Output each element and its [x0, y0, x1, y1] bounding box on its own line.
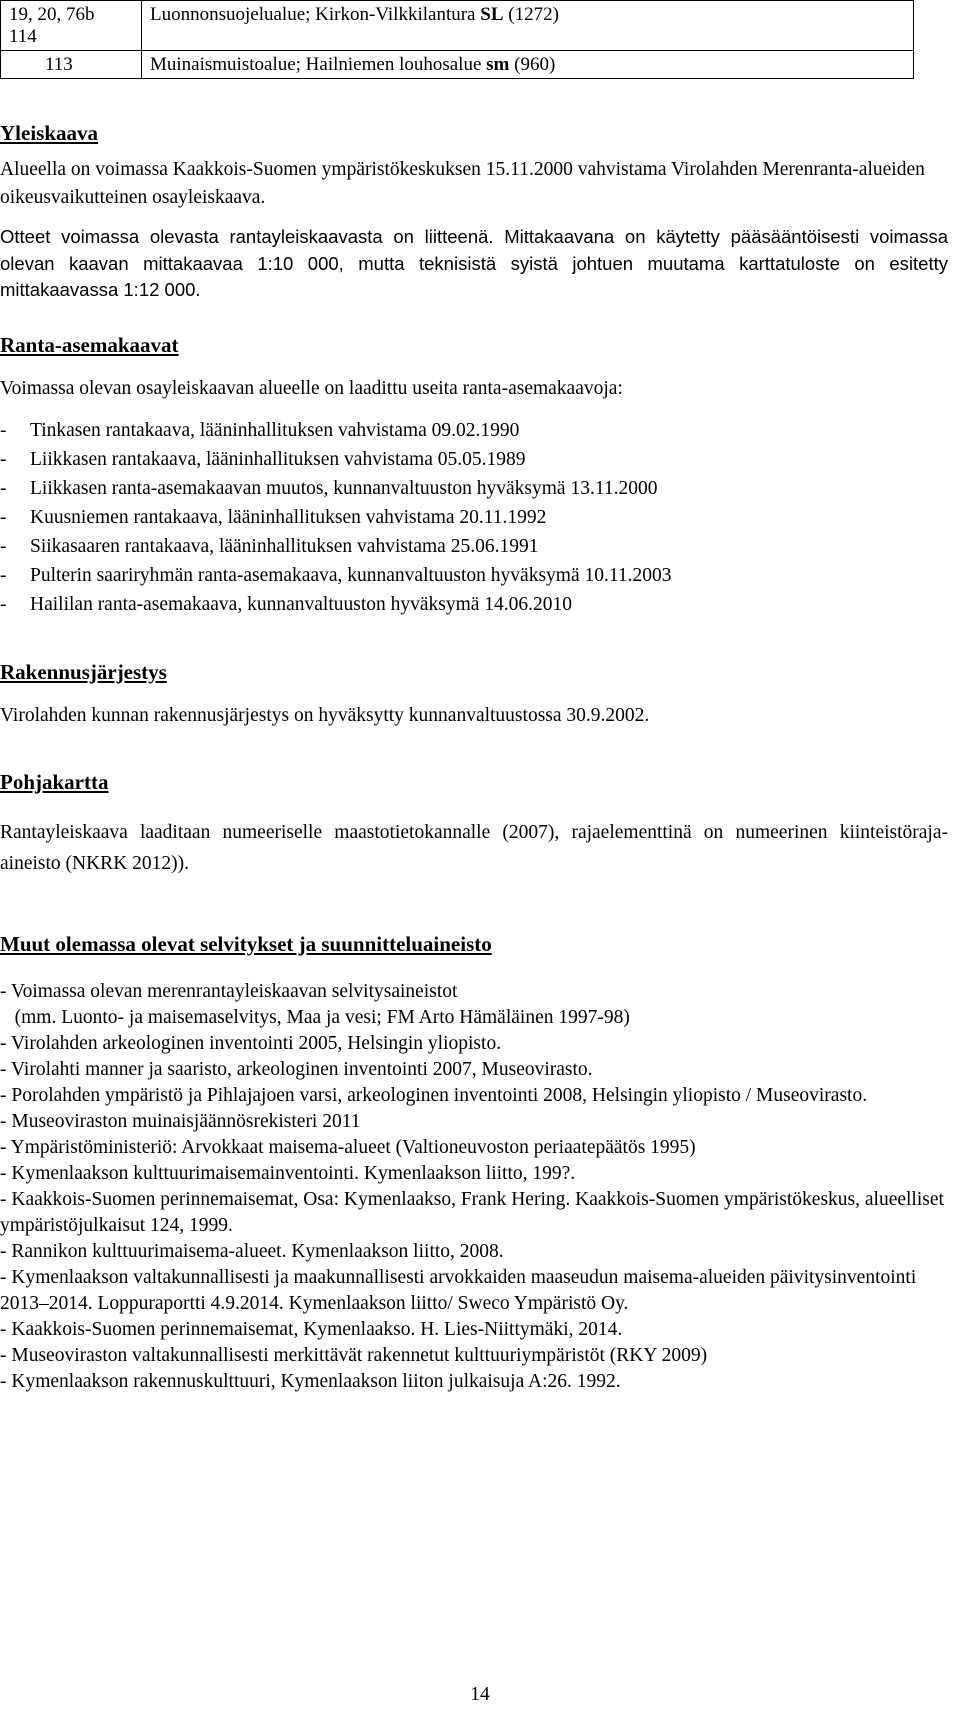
list-item: - Tinkasen rantakaava, lääninhallituksen vahvistama 09.02.1990	[0, 419, 520, 441]
protected-areas-table	[0, 0, 914, 79]
table-row	[1, 51, 914, 79]
area-description: Muinaismuistoalue; Hailniemen louhosalue	[150, 54, 482, 75]
list-item: - Virolahti manner ja saaristo, arkeologinen inventointi 2007, Museovirasto.	[0, 1058, 593, 1080]
area-id: 19, 20, 76b	[9, 4, 95, 25]
other-studies-list	[0, 979, 948, 1395]
area-number: (1272)	[508, 4, 559, 25]
area-description-cell	[142, 1, 914, 51]
area-description: Luonnonsuojelualue; Kirkon-Vilkkilantura	[150, 4, 476, 25]
area-code: sm	[486, 54, 510, 75]
list-item: - Pulterin saariryhmän ranta-asemakaava, kunnanvaltuuston hyväksymä 10.11.2003	[0, 564, 672, 586]
yleiskaava-excerpt-paragraph: Otteet voimassa olevasta rantayleiskaavasta on liitteenä. Mittakaavana on käytetty pääsääntöisesti voimassa olevan kaavan mittakaavaa 1:10 000, mutta teknisistä syistä johtuen muutama karttatuloste on esitetty mittakaavassa 1:12 000.	[0, 226, 948, 300]
yleiskaava-heading: Yleiskaava	[0, 121, 99, 145]
list-item: - Kaakkois-Suomen perinnemaisemat, Kymenlaakso. H. Lies-Niittymäki, 2014.	[0, 1318, 623, 1340]
muut-selvitykset-heading: Muut olemassa olevat selvitykset ja suunnitteluaineisto	[0, 931, 492, 956]
ranta-asemakaavat-intro: Voimassa olevan osayleiskaavan alueelle on laadittu useita ranta-asemakaavoja:	[0, 377, 623, 399]
area-code: SL	[480, 4, 504, 25]
pohjakartta-heading: Pohjakartta	[0, 769, 109, 794]
list-item: - Kymenlaakson rakennuskulttuuri, Kymenlaakson liiton julkaisuja A:26. 1992.	[0, 1370, 621, 1392]
area-id: 114	[9, 26, 37, 47]
area-ids-cell	[1, 1, 142, 51]
list-item: - Liikkasen rantakaava, lääninhallituksen vahvistama 05.05.1989	[0, 448, 526, 470]
pohjakartta-text: Rantayleiskaava laaditaan numeeriselle maastotietokannalle (2007), rajaelementtinä on numeerinen kiinteistöraja-aineisto (NKRK 2012)).	[0, 821, 948, 874]
page-number: 14	[470, 1684, 490, 1705]
area-ids-cell	[1, 51, 142, 79]
ranta-asemakaavat-heading: Ranta-asemakaavat	[0, 332, 179, 357]
area-id: 113	[45, 54, 73, 75]
list-item: (mm. Luonto- ja maisemaselvitys, Maa ja vesi; FM Arto Hämäläinen 1997-98)	[0, 1006, 630, 1028]
rakennusjarjestys-text: Virolahden kunnan rakennusjärjestys on hyväksytty kunnanvaltuustossa 30.9.2002.	[0, 704, 650, 726]
rakennusjarjestys-heading: Rakennusjärjestys	[0, 659, 167, 684]
list-item: - Rannikon kulttuurimaisema-alueet. Kymenlaakson liitto, 2008.	[0, 1240, 504, 1262]
list-item: - Museoviraston valtakunnallisesti merkittävät rakennetut kulttuuriympäristöt (RKY 2009)	[0, 1344, 708, 1366]
list-item: - Virolahden arkeologinen inventointi 2005, Helsingin yliopisto.	[0, 1032, 502, 1054]
list-item: - Haililan ranta-asemakaava, kunnanvaltuuston hyväksymä 14.06.2010	[0, 593, 573, 615]
area-number: (960)	[514, 54, 556, 75]
table-row	[1, 1, 914, 51]
list-item: - Kuusniemen rantakaava, lääninhallituksen vahvistama 20.11.1992	[0, 506, 547, 528]
area-description-cell	[142, 51, 914, 79]
document-body	[0, 120, 948, 1395]
list-item: - Porolahden ympäristö ja Pihlajajoen varsi, arkeologinen inventointi 2008, Helsingin yliopisto / Museovirasto.	[0, 1084, 868, 1106]
list-item: - Kymenlaakson kulttuurimaisemainventointi. Kymenlaakson liitto, 199?.	[0, 1162, 576, 1184]
list-item: - Voimassa olevan merenrantayleiskaavan selvitysaineistot	[0, 980, 458, 1002]
list-item: - Siikasaaren rantakaava, lääninhallituksen vahvistama 25.06.1991	[0, 535, 539, 557]
list-item: - Ympäristöministeriö: Arvokkaat maisema-alueet (Valtioneuvoston periaatepäätös 1995)	[0, 1136, 696, 1158]
list-item: - Kaakkois-Suomen perinnemaisemat, Osa: Kymenlaakso, Frank Hering. Kaakkois-Suomen ympäristökeskus, alueelliset ympäristöjulkaisut 124, 1999.	[0, 1188, 944, 1236]
shore-plan-list	[0, 416, 948, 619]
list-item: - Liikkasen ranta-asemakaavan muutos, kunnanvaltuuston hyväksymä 13.11.2000	[0, 477, 658, 499]
list-item: - Kymenlaakson valtakunnallisesti ja maakunnallisesti arvokkaiden maaseudun maisema-alueiden päivitysinventointi 2013–2014. Loppuraportti 4.9.2014. Kymenlaakson liitto/ Sweco Ympäristö Oy.	[0, 1266, 917, 1314]
list-item: - Museoviraston muinaisjäännösrekisteri 2011	[0, 1110, 361, 1132]
yleiskaava-paragraph: Alueella on voimassa Kaakkois-Suomen ympäristökeskuksen 15.11.2000 vahvistama Virolahden Merenranta-alueiden oikeusvaikutteinen osayleiskaava.	[0, 159, 925, 208]
